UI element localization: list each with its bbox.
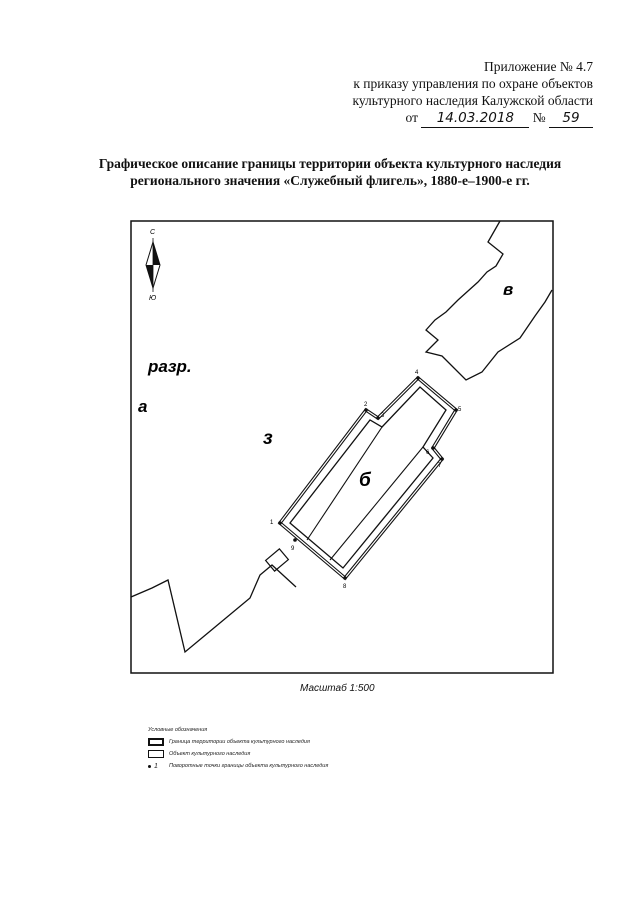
- authority-name: культурного наследия Калужской области: [352, 93, 593, 108]
- map-border: [131, 221, 553, 673]
- title-line-1: Графическое описание границы территории объекта культурного наследия: [98, 156, 562, 171]
- map-legend: [148, 727, 328, 772]
- point-dot-icon: [148, 765, 151, 768]
- legend-point-sample: 1: [154, 762, 158, 770]
- legend-boundary-swatch: [148, 738, 164, 746]
- compass-icon: [146, 238, 160, 292]
- title-line-2: регионального значения «Служебный флигель», 1880-е–1900-е гг.: [130, 173, 530, 188]
- map-scale: Масштаб 1:500: [300, 683, 375, 694]
- point-label-6: 6: [426, 450, 430, 456]
- point-label-7: 7: [438, 463, 442, 469]
- legend-boundary-text: Граница территории объекта культурного наследия: [169, 739, 310, 745]
- zone-label-z: з: [263, 428, 273, 449]
- point-label-2: 2: [364, 402, 368, 408]
- point-label-5: 5: [458, 407, 462, 413]
- handwritten-date: 14.03.2018: [421, 110, 529, 128]
- point-label-1: 1: [270, 520, 274, 526]
- compass-north-label: С: [150, 229, 156, 236]
- date-prefix: от: [405, 110, 418, 125]
- boundary-map: [130, 220, 554, 674]
- zone-label-razr: разр.: [148, 357, 192, 376]
- order-reference: к приказу управления по охране объектов: [353, 76, 593, 91]
- point-label-8: 8: [343, 584, 347, 590]
- document-header: [273, 58, 593, 128]
- compass-south-label: Ю: [149, 295, 157, 302]
- legend-points-text: Поворотные точки границы объекта культурного наследия: [169, 763, 329, 769]
- legend-title: Условные обозначения: [148, 727, 208, 733]
- legend-object-swatch: [148, 750, 164, 758]
- point-label-3: 3: [381, 413, 385, 419]
- document-title: [60, 155, 600, 189]
- legend-item-object: [148, 748, 328, 760]
- legend-item-points: [148, 760, 328, 772]
- zone-label-v: в: [503, 280, 514, 299]
- appendix-number: Приложение № 4.7: [484, 59, 593, 74]
- map-svg: [130, 220, 554, 674]
- legend-item-boundary: [148, 736, 328, 748]
- zone-label-a: а: [138, 397, 148, 416]
- building-v-outline: [426, 221, 552, 380]
- handwritten-number: 59: [549, 110, 593, 128]
- legend-point-swatch: [148, 763, 164, 770]
- order-date-line: [273, 109, 593, 128]
- legend-object-text: Объект культурного наследия: [169, 751, 251, 757]
- building-bottom-left-outline: [131, 565, 296, 652]
- zone-label-b: б: [359, 470, 371, 491]
- number-prefix: №: [532, 110, 546, 125]
- point-label-4: 4: [415, 370, 419, 376]
- point-label-9: 9: [291, 546, 295, 552]
